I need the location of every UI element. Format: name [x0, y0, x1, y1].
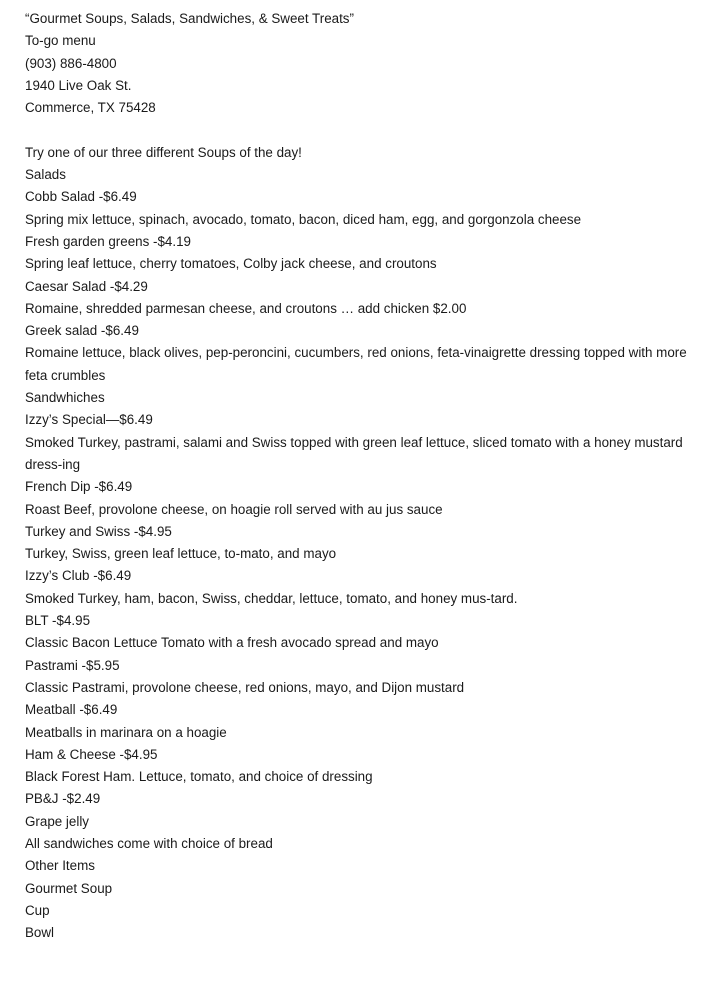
- menu-item-description: Spring leaf lettuce, cherry tomatoes, Colby jack cheese, and croutons: [25, 256, 437, 272]
- menu-item-name: Caesar Salad -$4.29: [25, 278, 148, 294]
- menu-item-name: Turkey and Swiss -$4.95: [25, 523, 172, 539]
- menu-item-description: Roast Beef, provolone cheese, on hoagie roll served with au jus sauce: [25, 501, 443, 517]
- menu-document: [25, 8, 695, 944]
- menu-item-description: Spring mix lettuce, spinach, avocado, tomato, bacon, diced ham, egg, and gorgonzola cheese: [25, 211, 582, 227]
- menu-item-description: Romaine lettuce, black olives, pep-peroncini, cucumbers, red onions, feta-vinaigrette dressing topped with more feta crumbles: [25, 345, 687, 383]
- spacer: [25, 119, 695, 141]
- sandwiches-heading: Sandwhiches: [25, 390, 105, 406]
- menu-item-description: Grape jelly: [25, 813, 90, 829]
- street-address: 1940 Live Oak St.: [25, 77, 132, 93]
- other-items-heading: Other Items: [25, 858, 95, 874]
- salads-heading: Salads: [25, 167, 66, 183]
- phone-number: (903) 886-4800: [25, 55, 117, 71]
- menu-item-description: Black Forest Ham. Lettuce, tomato, and choice of dressing: [25, 769, 373, 785]
- menu-item-name: Meatball -$6.49: [25, 702, 118, 718]
- other-item: Cup: [25, 902, 50, 918]
- menu-item-name: Ham & Cheese -$4.95: [25, 746, 158, 762]
- menu-item-description: Classic Pastrami, provolone cheese, red onions, mayo, and Dijon mustard: [25, 679, 465, 695]
- other-item: Gourmet Soup: [25, 880, 113, 896]
- menu-item-name: Greek salad -$6.49: [25, 323, 139, 339]
- menu-item-description: Turkey, Swiss, green leaf lettuce, to-mato, and mayo: [25, 546, 337, 562]
- menu-item-name: Izzy’s Special—$6.49: [25, 412, 153, 428]
- menu-item-name: Pastrami -$5.95: [25, 657, 120, 673]
- menu-item-name: PB&J -$2.49: [25, 791, 101, 807]
- menu-item-name: Cobb Salad -$6.49: [25, 189, 137, 205]
- menu-item-description: Smoked Turkey, ham, bacon, Swiss, cheddar, lettuce, tomato, and honey mus-tard.: [25, 590, 518, 606]
- menu-item-name: BLT -$4.95: [25, 613, 91, 629]
- menu-item-description: Meatballs in marinara on a hoagie: [25, 724, 227, 740]
- soups-intro: Try one of our three different Soups of the day!: [25, 144, 302, 160]
- city-state-zip: Commerce, TX 75428: [25, 100, 156, 116]
- menu-type: To-go menu: [25, 33, 96, 49]
- menu-item-name: Fresh garden greens -$4.19: [25, 233, 191, 249]
- sandwiches-bread-note: All sandwiches come with choice of bread: [25, 835, 273, 851]
- menu-item-description: Classic Bacon Lettuce Tomato with a fresh avocado spread and mayo: [25, 635, 439, 651]
- other-item: Bowl: [25, 925, 55, 941]
- menu-item-name: Izzy’s Club -$6.49: [25, 568, 132, 584]
- tagline: “Gourmet Soups, Salads, Sandwiches, & Sweet Treats”: [25, 11, 354, 26]
- menu-item-name: French Dip -$6.49: [25, 479, 133, 495]
- menu-item-description: Smoked Turkey, pastrami, salami and Swiss topped with green leaf lettuce, sliced tomato with a honey mustard dress-ing: [25, 434, 683, 472]
- menu-item-description: Romaine, shredded parmesan cheese, and croutons … add chicken $2.00: [25, 300, 467, 316]
